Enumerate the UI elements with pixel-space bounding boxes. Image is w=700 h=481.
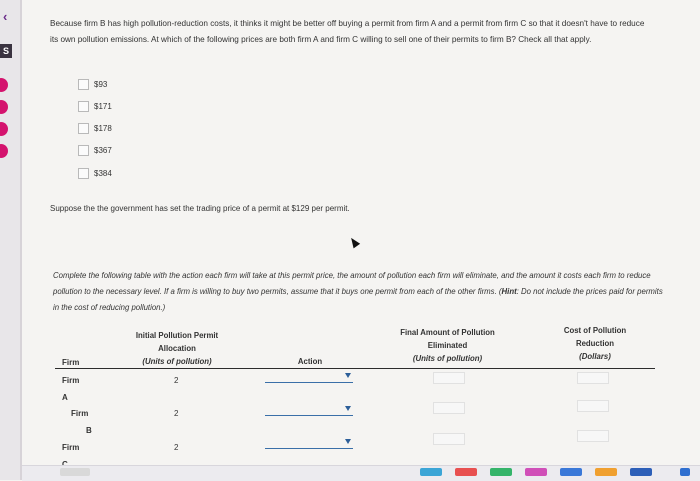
header-allocation xyxy=(118,329,236,368)
firm-b-label: Firm xyxy=(71,409,89,418)
option-label: $367 xyxy=(94,145,112,155)
progress-dot xyxy=(0,78,8,92)
toolbar-item[interactable] xyxy=(630,468,652,476)
header-cost-line2: Reduction xyxy=(575,339,615,348)
firm-b-cost-input[interactable] xyxy=(577,400,609,412)
firm-a-letter: A xyxy=(62,393,68,402)
firm-c-cost-input[interactable] xyxy=(577,430,609,442)
header-allocation-line1: Initial Pollution Permit xyxy=(135,331,219,340)
toolbar-item[interactable] xyxy=(455,468,477,476)
firm-a-label: Firm xyxy=(62,376,80,385)
option-4[interactable] xyxy=(78,144,112,156)
header-allocation-unit: (Units of pollution) xyxy=(142,357,212,366)
hint-label: Hint xyxy=(501,287,517,296)
option-3[interactable] xyxy=(78,122,112,134)
dropdown-arrow-icon xyxy=(345,439,351,444)
toolbar-item[interactable] xyxy=(525,468,547,476)
header-final-unit: (Units of pollution) xyxy=(412,354,483,363)
progress-dot xyxy=(0,122,8,136)
firm-c-allocation: 2 xyxy=(174,443,179,452)
government-price-text: Suppose the the government has set the trading price of a permit at $129 per permit. xyxy=(50,204,350,213)
table-instructions xyxy=(53,268,663,316)
firm-b-final-input[interactable] xyxy=(433,402,465,414)
toolbar-item[interactable] xyxy=(60,468,90,476)
firm-a-allocation: 2 xyxy=(174,376,179,385)
option-1[interactable] xyxy=(78,78,107,90)
checkbox[interactable] xyxy=(78,101,89,112)
progress-dot xyxy=(0,144,8,158)
question-text: Because firm B has high pollution-reduction costs, it thinks it might be better off buying a permit from firm A and a permit from firm C so that it doesn't have to reduce its own pollution emissions. At which of the following prices are both firm A and firm C willing to sell one of their permits to firm B? Check all that apply. xyxy=(50,19,645,44)
firm-c-label: Firm xyxy=(62,443,80,452)
toolbar-item[interactable] xyxy=(595,468,617,476)
strip-badge: S xyxy=(0,44,12,58)
option-label: $178 xyxy=(94,123,112,133)
header-final xyxy=(385,326,510,365)
firm-a-final-input[interactable] xyxy=(433,372,465,384)
header-firm: Firm xyxy=(62,358,80,367)
checkbox[interactable] xyxy=(78,145,89,156)
firm-c-final-input[interactable] xyxy=(433,433,465,445)
firm-a-action-dropdown[interactable] xyxy=(265,372,353,383)
checkbox[interactable] xyxy=(78,168,89,179)
header-cost-line1: Cost of Pollution xyxy=(563,326,627,335)
option-label: $93 xyxy=(94,79,108,89)
header-allocation-line2: Allocation xyxy=(158,344,196,353)
instructions-lead: Complete the following table with the action each firm will take at this permit price, the amount of pollution each firm will eliminate, and the amount it costs each firm to reduce pollution to the necessary level. If a firm is willing to buy two permits, assume that it buys one permit from each of the other firms. ( xyxy=(53,271,651,296)
dropdown-arrow-icon xyxy=(345,406,351,411)
firm-b-action-dropdown[interactable] xyxy=(265,405,353,416)
header-cost-unit: (Dollars) xyxy=(579,352,611,361)
firm-c-action-dropdown[interactable] xyxy=(265,438,353,449)
header-final-line1: Final Amount of Pollution xyxy=(400,328,495,337)
option-label: $384 xyxy=(94,168,112,178)
hint-text: : Do not include the prices paid for permits in the cost of reducing pollution.) xyxy=(53,287,663,312)
toolbar-item[interactable] xyxy=(420,468,442,476)
dropdown-arrow-icon xyxy=(345,373,351,378)
header-rule xyxy=(55,368,655,369)
firm-a-cost-input[interactable] xyxy=(577,372,609,384)
firm-b-letter: B xyxy=(86,426,92,435)
checkbox[interactable] xyxy=(78,79,89,90)
progress-dot xyxy=(0,100,8,114)
strip-divider xyxy=(20,0,22,480)
header-action: Action xyxy=(297,357,323,366)
toolbar-item[interactable] xyxy=(490,468,512,476)
left-strip xyxy=(0,0,22,480)
option-5[interactable] xyxy=(78,167,112,179)
option-2[interactable] xyxy=(78,100,112,112)
toolbar-item[interactable] xyxy=(560,468,582,476)
header-final-line2: Eliminated xyxy=(427,341,468,350)
header-cost xyxy=(550,324,640,363)
mouse-cursor-icon xyxy=(348,236,360,249)
option-label: $171 xyxy=(94,101,112,111)
firm-b-allocation: 2 xyxy=(174,409,179,418)
chevron-left-icon[interactable]: ‹ xyxy=(3,9,8,24)
toolbar-item[interactable] xyxy=(680,468,690,476)
checkbox[interactable] xyxy=(78,123,89,134)
